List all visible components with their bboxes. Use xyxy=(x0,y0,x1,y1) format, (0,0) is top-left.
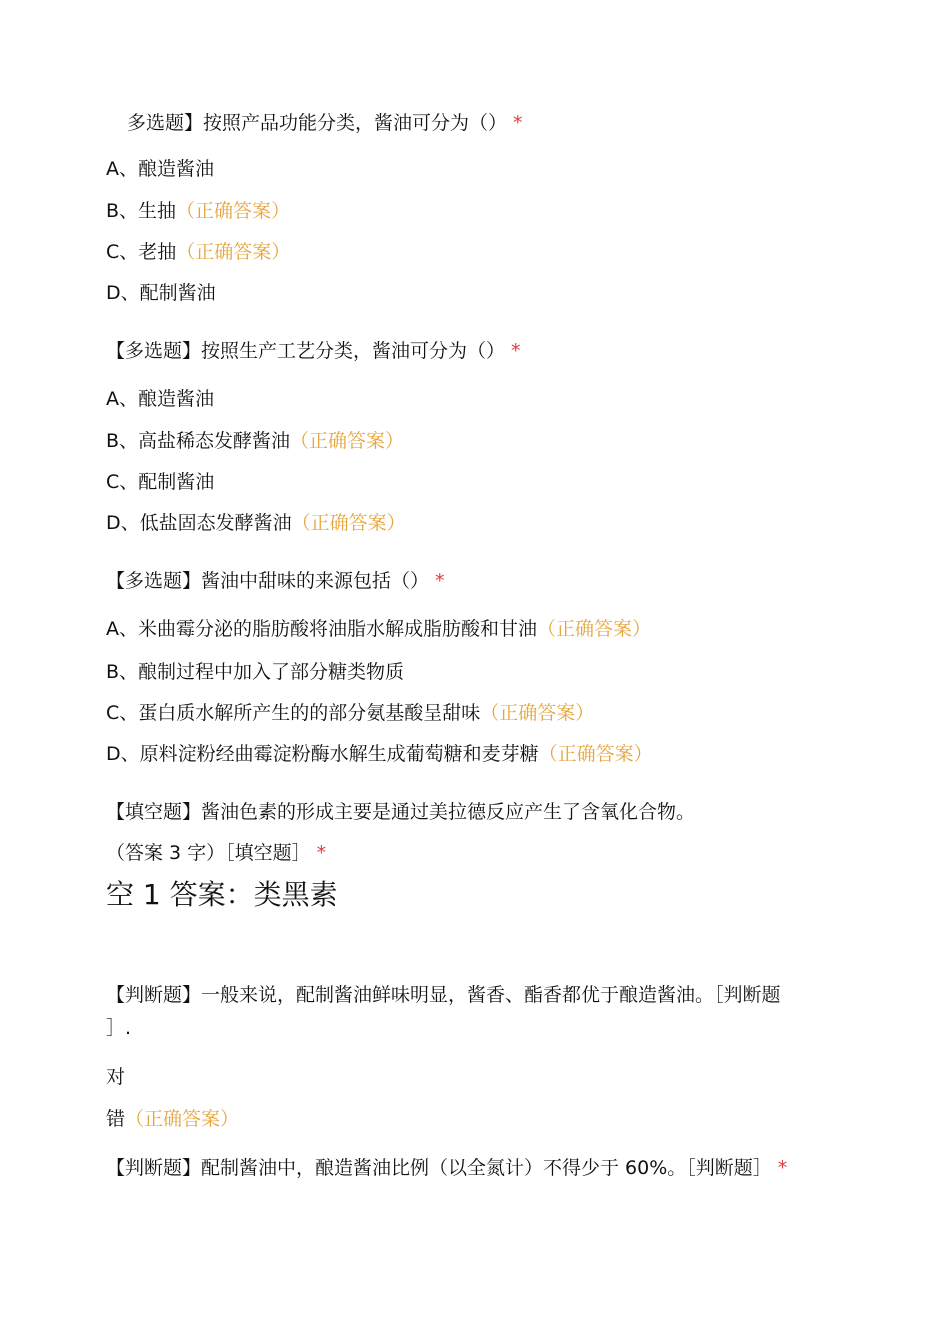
question-5-title-line-1: 【判断题】一般来说，配制酱油鲜味明显，酱香、酯香都优于酿造酱油。［判断题 xyxy=(106,984,781,1006)
q3-option-b: B、酿制过程中加入了部分糖类物质 xyxy=(106,661,405,683)
required-asterisk: * xyxy=(435,570,445,592)
q3-option-d: D、原料淀粉经曲霉淀粉酶水解生成葡萄糖和麦芽糖（正确答案） xyxy=(106,743,653,765)
q5-option-false: 错（正确答案） xyxy=(106,1108,240,1130)
question-4-answer: 空 1 答案：类黑素 xyxy=(106,878,338,911)
correct-answer-mark: （正确答案） xyxy=(538,743,653,765)
correct-answer-mark: （正确答案） xyxy=(291,512,406,534)
q2-option-c: C、配制酱油 xyxy=(106,471,215,493)
required-asterisk: * xyxy=(513,112,523,134)
correct-answer-mark: （正确答案） xyxy=(537,618,652,640)
question-5-title-line-2: ］. xyxy=(106,1017,132,1039)
question-4-title: 【填空题】酱油色素的形成主要是通过美拉德反应产生了含氧化合物。 xyxy=(106,801,696,823)
q3-option-a: A、米曲霉分泌的脂肪酸将油脂水解成脂肪酸和甘油（正确答案） xyxy=(106,618,652,640)
q1-option-a: A、酿造酱油 xyxy=(106,158,214,180)
question-1-title: 多选题】按照产品功能分类，酱油可分为（） * xyxy=(127,112,523,134)
q1-option-d: D、配制酱油 xyxy=(106,282,216,304)
required-asterisk: * xyxy=(316,842,327,864)
q2-option-b: B、高盐稀态发酵酱油（正确答案） xyxy=(106,430,405,452)
question-6-title: 【判断题】配制酱油中，酿造酱油比例（以全氮计）不得少于 60%。［判断题］ * xyxy=(106,1157,788,1179)
q2-option-d: D、低盐固态发酵酱油（正确答案） xyxy=(106,512,406,534)
q1-option-c: C、老抽（正确答案） xyxy=(106,241,291,263)
q5-option-true: 对 xyxy=(106,1066,126,1088)
correct-answer-mark: （正确答案） xyxy=(125,1108,240,1130)
correct-answer-mark: （正确答案） xyxy=(176,200,291,222)
required-asterisk: * xyxy=(511,340,521,362)
q1-option-b: B、生抽（正确答案） xyxy=(106,200,291,222)
required-asterisk: * xyxy=(777,1157,788,1179)
q2-option-a: A、酿造酱油 xyxy=(106,388,214,410)
question-2-title: 【多选题】按照生产工艺分类，酱油可分为（） * xyxy=(106,340,521,362)
correct-answer-mark: （正确答案） xyxy=(480,702,595,724)
correct-answer-mark: （正确答案） xyxy=(290,430,405,452)
question-3-title: 【多选题】酱油中甜味的来源包括（） * xyxy=(106,570,445,592)
question-4-hint: （答案 3 字）［填空题］ * xyxy=(106,842,327,864)
q3-option-c: C、蛋白质水解所产生的的部分氨基酸呈甜味（正确答案） xyxy=(106,702,595,724)
correct-answer-mark: （正确答案） xyxy=(176,241,291,263)
